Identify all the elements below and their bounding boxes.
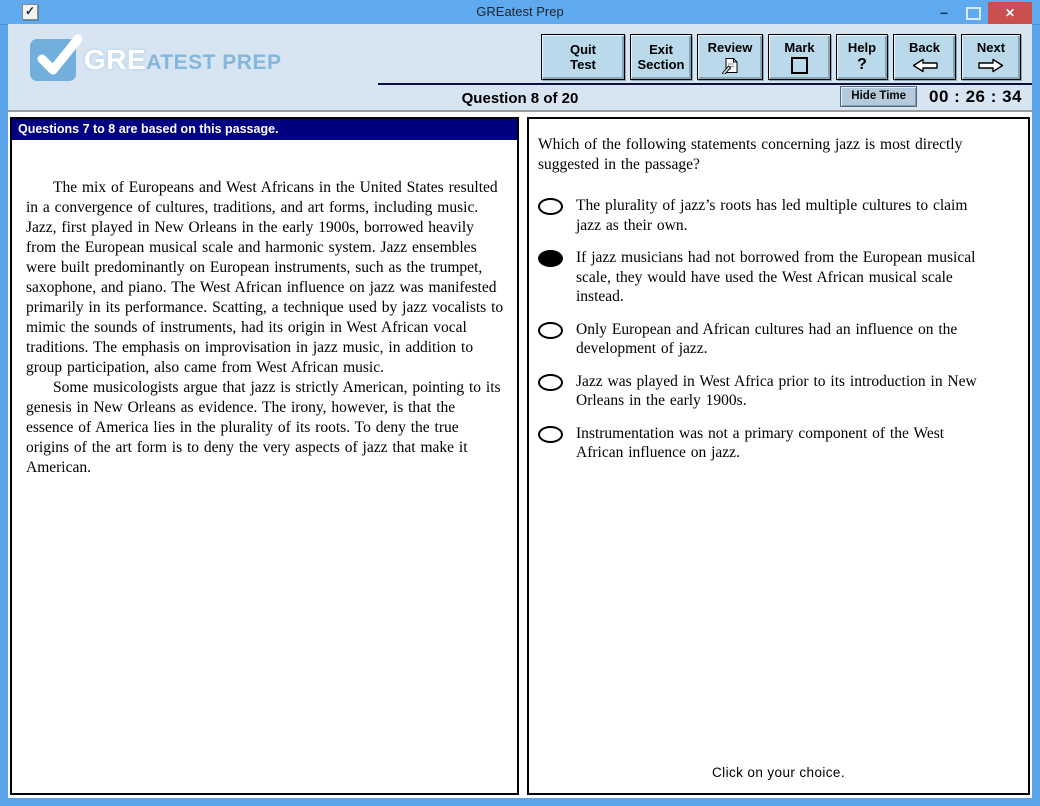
question-text: Which of the following statements concerning jazz is most directly suggested in the passage? bbox=[538, 136, 963, 173]
arrow-left-icon bbox=[912, 56, 938, 74]
help-button[interactable] bbox=[836, 34, 888, 80]
answer-option[interactable] bbox=[538, 248, 1028, 307]
content-area bbox=[8, 112, 1032, 798]
button-label: Back bbox=[908, 40, 941, 55]
option-text: Instrumentation was not a primary component of the West African influence on jazz. bbox=[576, 424, 945, 461]
button-label: Review bbox=[707, 40, 753, 55]
answer-option[interactable] bbox=[538, 372, 1028, 411]
button-label: Help bbox=[847, 40, 877, 55]
option-text: The plurality of jazz’s roots has led multiple cultures to claim jazz as their own. bbox=[576, 197, 968, 234]
passage-panel bbox=[10, 117, 519, 795]
button-label: Exit bbox=[649, 42, 673, 57]
window-controls bbox=[930, 0, 1032, 24]
button-label: Mark bbox=[784, 40, 815, 55]
option-text: Jazz was played in West Africa prior to its introduction in New Orleans in the early 1900s. bbox=[576, 372, 977, 409]
app-checkbox-icon: ✓ bbox=[22, 4, 38, 20]
option-text: If jazz musicians had not borrowed from the European musical scale, they would have used the West African musical scale instead. bbox=[576, 249, 976, 305]
minimize-button[interactable]: – bbox=[940, 4, 948, 20]
passage-paragraph: The mix of Europeans and West Africans in the United States resulted in a convergence of cultures, traditions, and art forms, including music. Jazz, first played in New Orleans in the early 1900s, borrowed heavily from the European musical scale and harmonic system. Jazz ensembles were built predominantly on European instruments, such as the trumpet, saxophone, and piano. The West African influence on jazz was manifested primarily in its performance. Scatting, a technique used by jazz vocalists to mimic the sounds of instruments, had its origin in West African vocal traditions. The emphasis on improvisation in jazz music, in addition to group participation, also came from West African music. bbox=[26, 179, 504, 376]
mark-checkbox-icon bbox=[791, 56, 808, 74]
app-logo bbox=[30, 39, 281, 81]
app-header bbox=[8, 24, 1032, 112]
answer-option[interactable] bbox=[538, 424, 1028, 463]
logo-text-gre: GRE bbox=[84, 44, 147, 75]
button-label: Next bbox=[976, 40, 1006, 55]
choice-radio[interactable] bbox=[538, 250, 563, 267]
arrow-right-icon bbox=[978, 56, 1004, 74]
exit-section-button[interactable] bbox=[630, 34, 692, 80]
maximize-button[interactable] bbox=[958, 2, 988, 24]
choice-radio[interactable] bbox=[538, 374, 563, 391]
passage-body bbox=[12, 140, 517, 478]
review-document-icon bbox=[721, 56, 740, 74]
question-panel bbox=[527, 117, 1030, 795]
logo-text-rest: ATEST PREP bbox=[146, 51, 282, 74]
window-client-area bbox=[8, 24, 1032, 798]
window-title: GREatest Prep bbox=[476, 4, 564, 19]
toolbar-divider bbox=[378, 83, 1032, 85]
button-label: Section bbox=[637, 57, 685, 72]
question-counter: Question 8 of 20 bbox=[461, 90, 579, 107]
timer-group bbox=[840, 86, 1022, 107]
answer-option[interactable] bbox=[538, 196, 1028, 235]
review-button[interactable] bbox=[697, 34, 763, 80]
timer-display: 00 : 26 : 34 bbox=[929, 86, 1022, 106]
next-button[interactable] bbox=[961, 34, 1021, 80]
logo-text bbox=[84, 44, 281, 76]
choice-radio[interactable] bbox=[538, 426, 563, 443]
answer-option[interactable] bbox=[538, 320, 1028, 359]
answer-options bbox=[538, 196, 1028, 463]
passage-header: Questions 7 to 8 are based on this passage. bbox=[12, 119, 517, 140]
option-text: Only European and African cultures had an influence on the development of jazz. bbox=[576, 320, 958, 357]
choice-radio[interactable] bbox=[538, 198, 563, 215]
mark-button[interactable] bbox=[768, 34, 831, 80]
button-label: Quit bbox=[570, 42, 596, 57]
window-titlebar bbox=[0, 0, 1040, 25]
logo-check-icon bbox=[30, 39, 76, 81]
close-button[interactable]: ✕ bbox=[988, 2, 1032, 24]
maximize-icon bbox=[966, 7, 981, 20]
hide-time-button[interactable]: Hide Time bbox=[840, 86, 917, 107]
toolbar bbox=[541, 34, 1021, 80]
choice-hint: Click on your choice. bbox=[712, 765, 845, 780]
passage-paragraph: Some musicologists argue that jazz is strictly American, pointing to its genesis in New Orleans as evidence. The irony, however, is that the essence of America lies in the plurality of its roots. To deny the true origins of the art form is to deny the very aspects of jazz that make it American. bbox=[26, 379, 501, 476]
back-button[interactable] bbox=[893, 34, 956, 80]
quit-test-button[interactable] bbox=[541, 34, 625, 80]
choice-radio[interactable] bbox=[538, 322, 563, 339]
button-label: Test bbox=[570, 57, 596, 72]
question-mark-icon: ? bbox=[857, 56, 867, 73]
